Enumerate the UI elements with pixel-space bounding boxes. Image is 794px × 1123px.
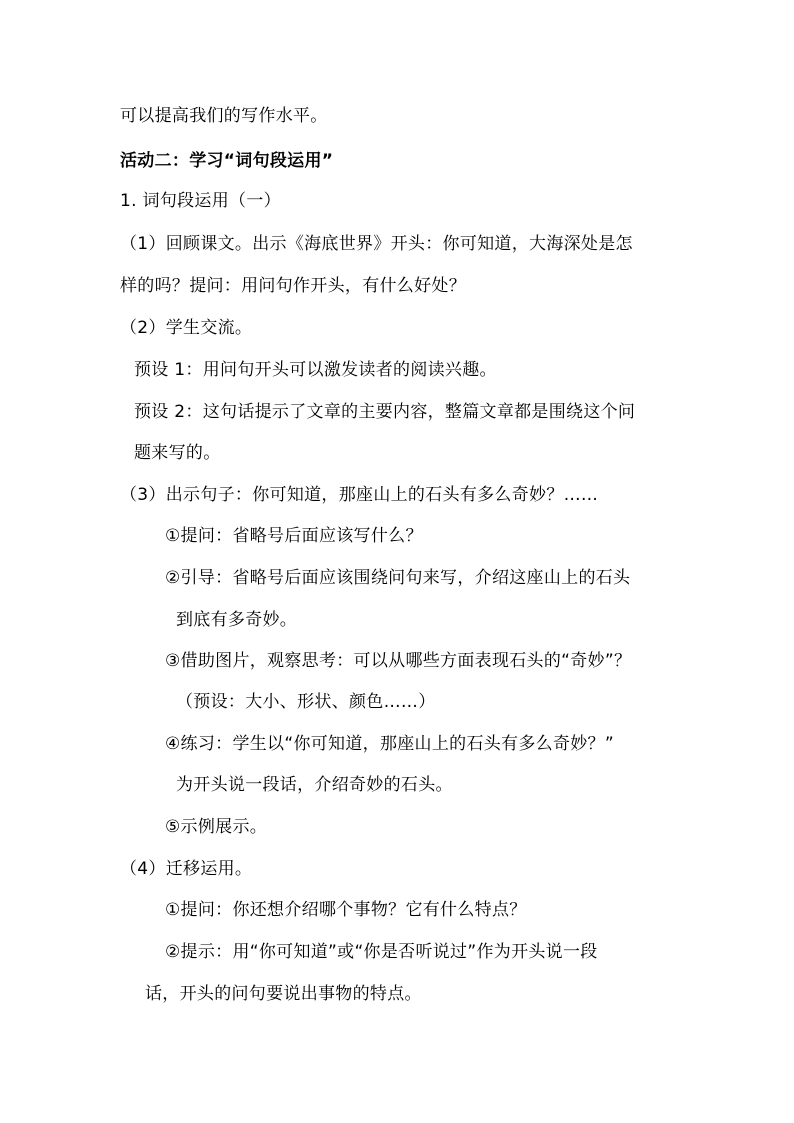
- step-3-item-4-line-1: ④练习：学生以“你可知道，那座山上的石头有多么奇妙？”: [165, 734, 614, 754]
- step-3: （3）出示句子：你可知道，那座山上的石头有多么奇妙？……: [120, 485, 599, 505]
- step-4-item-2-line-2: 话，开头的问句要说出事物的特点。: [145, 984, 422, 1004]
- step-1-line-2: 样的吗？提问：用问句作开头，有什么好处？: [120, 276, 466, 296]
- step-3-item-3-preset: （预设：大小、形状、颜色……）: [176, 692, 436, 712]
- continuation-line: 可以提高我们的写作水平。: [120, 106, 328, 126]
- step-4: （4）迁移运用。: [120, 859, 253, 879]
- step-4-item-2-line-1: ②提示：用“你可知道”或“你是否听说过”作为开头说一段: [165, 942, 598, 962]
- step-3-item-2-line-2: 到底有多奇妙。: [176, 610, 298, 630]
- preset-1: 预设 1：用问句开头可以激发读者的阅读兴趣。: [134, 360, 497, 380]
- step-3-item-3: ③借助图片，观察思考：可以从哪些方面表现石头的“奇妙”？: [165, 651, 632, 671]
- step-3-item-2-line-1: ②引导：省略号后面应该围绕问句来写，介绍这座山上的石头: [165, 568, 631, 588]
- step-4-item-1: ①提问：你还想介绍哪个事物？它有什么特点？: [165, 900, 527, 920]
- subsection-heading: 1. 词句段运用（一）: [120, 191, 281, 211]
- step-3-item-4-line-2: 为开头说一段话，介绍奇妙的石头。: [176, 775, 453, 795]
- step-1-line-1: （1）回顾课文。出示《海底世界》开头：你可知道，大海深处是怎: [120, 234, 633, 254]
- section-heading: 活动二：学习“词句段运用”: [120, 151, 334, 171]
- step-3-item-5: ⑤示例展示。: [165, 817, 268, 837]
- preset-2-line-2: 题来写的。: [134, 443, 221, 463]
- preset-2-line-1: 预设 2：这句话提示了文章的主要内容，整篇文章都是围绕这个问: [134, 402, 636, 422]
- step-3-item-1: ①提问：省略号后面应该写什么？: [165, 526, 423, 546]
- step-2: （2）学生交流。: [120, 318, 253, 338]
